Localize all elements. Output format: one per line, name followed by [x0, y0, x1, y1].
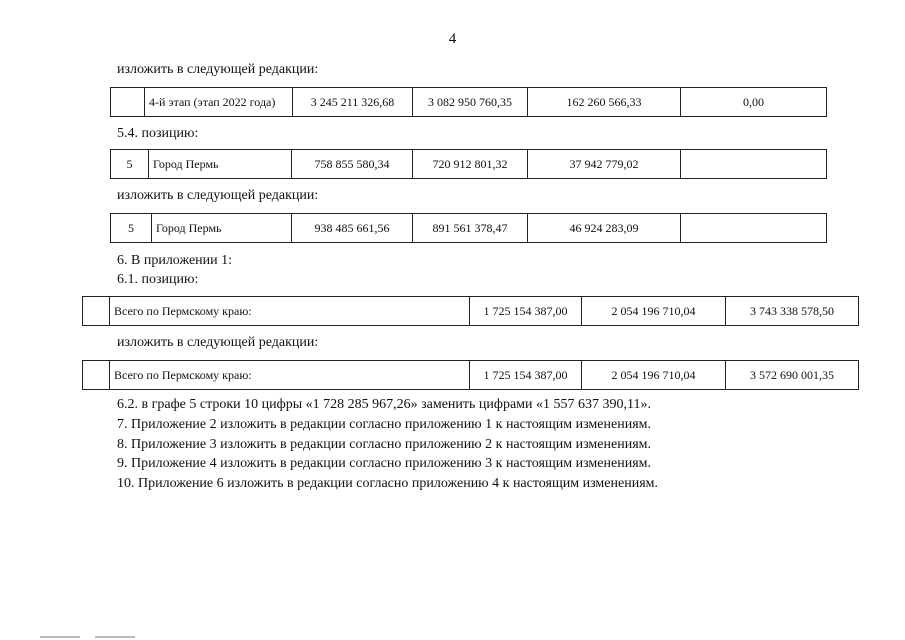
item-7: 7. Приложение 2 изложить в редакции согласно приложению 1 к настоящим изменениям. [117, 417, 651, 432]
appendix-1-heading: 6. В приложении 1: [117, 253, 233, 268]
table-cell: Всего по Пермскому краю: [110, 297, 470, 326]
table-cell: 3 572 690 001,35 [726, 361, 859, 390]
table-cell: 1 725 154 387,00 [470, 361, 582, 390]
item-8: 8. Приложение 3 изложить в редакции согласно приложению 2 к настоящим изменениям. [117, 437, 651, 452]
edit-instruction-2: изложить в следующей редакции: [117, 188, 319, 203]
table-row [111, 150, 827, 179]
table-perm-new [110, 213, 827, 243]
table-cell: 46 924 283,09 [528, 214, 681, 243]
table-perm-old [110, 149, 827, 179]
table-cell [681, 150, 827, 179]
table-cell: 1 725 154 387,00 [470, 297, 582, 326]
table-cell: 938 485 661,56 [292, 214, 413, 243]
table-cell: Город Пермь [152, 214, 292, 243]
scan-edge-mark [95, 636, 135, 638]
item-10: 10. Приложение 6 изложить в редакции согласно приложению 4 к настоящим изменениям. [117, 476, 658, 491]
table-cell: 5 [111, 214, 152, 243]
table-cell: 891 561 378,47 [413, 214, 528, 243]
page-number: 4 [448, 31, 457, 47]
scan-edge-mark [40, 636, 80, 638]
table-stage-4 [110, 87, 827, 117]
table-cell: 3 245 211 326,68 [293, 88, 413, 117]
table-cell: 4-й этап (этап 2022 года) [145, 88, 293, 117]
edit-instruction-3: изложить в следующей редакции: [117, 335, 319, 350]
table-row [111, 88, 827, 117]
table-cell: 5 [111, 150, 149, 179]
table-cell: 3 082 950 760,35 [413, 88, 528, 117]
table-cell [83, 361, 110, 390]
table-cell: 2 054 196 710,04 [582, 361, 726, 390]
item-9: 9. Приложение 4 изложить в редакции согласно приложению 3 к настоящим изменениям. [117, 456, 651, 471]
table-cell: Всего по Пермскому краю: [110, 361, 470, 390]
item-6-2: 6.2. в графе 5 строки 10 цифры «1 728 285 967,26» заменить цифрами «1 557 637 390,11». [117, 397, 652, 412]
table-cell: 0,00 [681, 88, 827, 117]
position-5-4-heading: 5.4. позицию: [117, 126, 199, 141]
table-row [111, 214, 827, 243]
table-cell: 2 054 196 710,04 [582, 297, 726, 326]
table-cell: 37 942 779,02 [528, 150, 681, 179]
table-cell: 3 743 338 578,50 [726, 297, 859, 326]
table-total-old [82, 296, 859, 326]
table-cell: Город Пермь [149, 150, 292, 179]
position-6-1-heading: 6.1. позицию: [117, 272, 199, 287]
table-cell [83, 297, 110, 326]
table-row [83, 361, 859, 390]
table-cell: 758 855 580,34 [292, 150, 413, 179]
table-cell: 162 260 566,33 [528, 88, 681, 117]
table-cell [681, 214, 827, 243]
edit-instruction-1: изложить в следующей редакции: [117, 62, 319, 77]
table-cell [111, 88, 145, 117]
table-total-new [82, 360, 859, 390]
table-cell: 720 912 801,32 [413, 150, 528, 179]
table-row [83, 297, 859, 326]
